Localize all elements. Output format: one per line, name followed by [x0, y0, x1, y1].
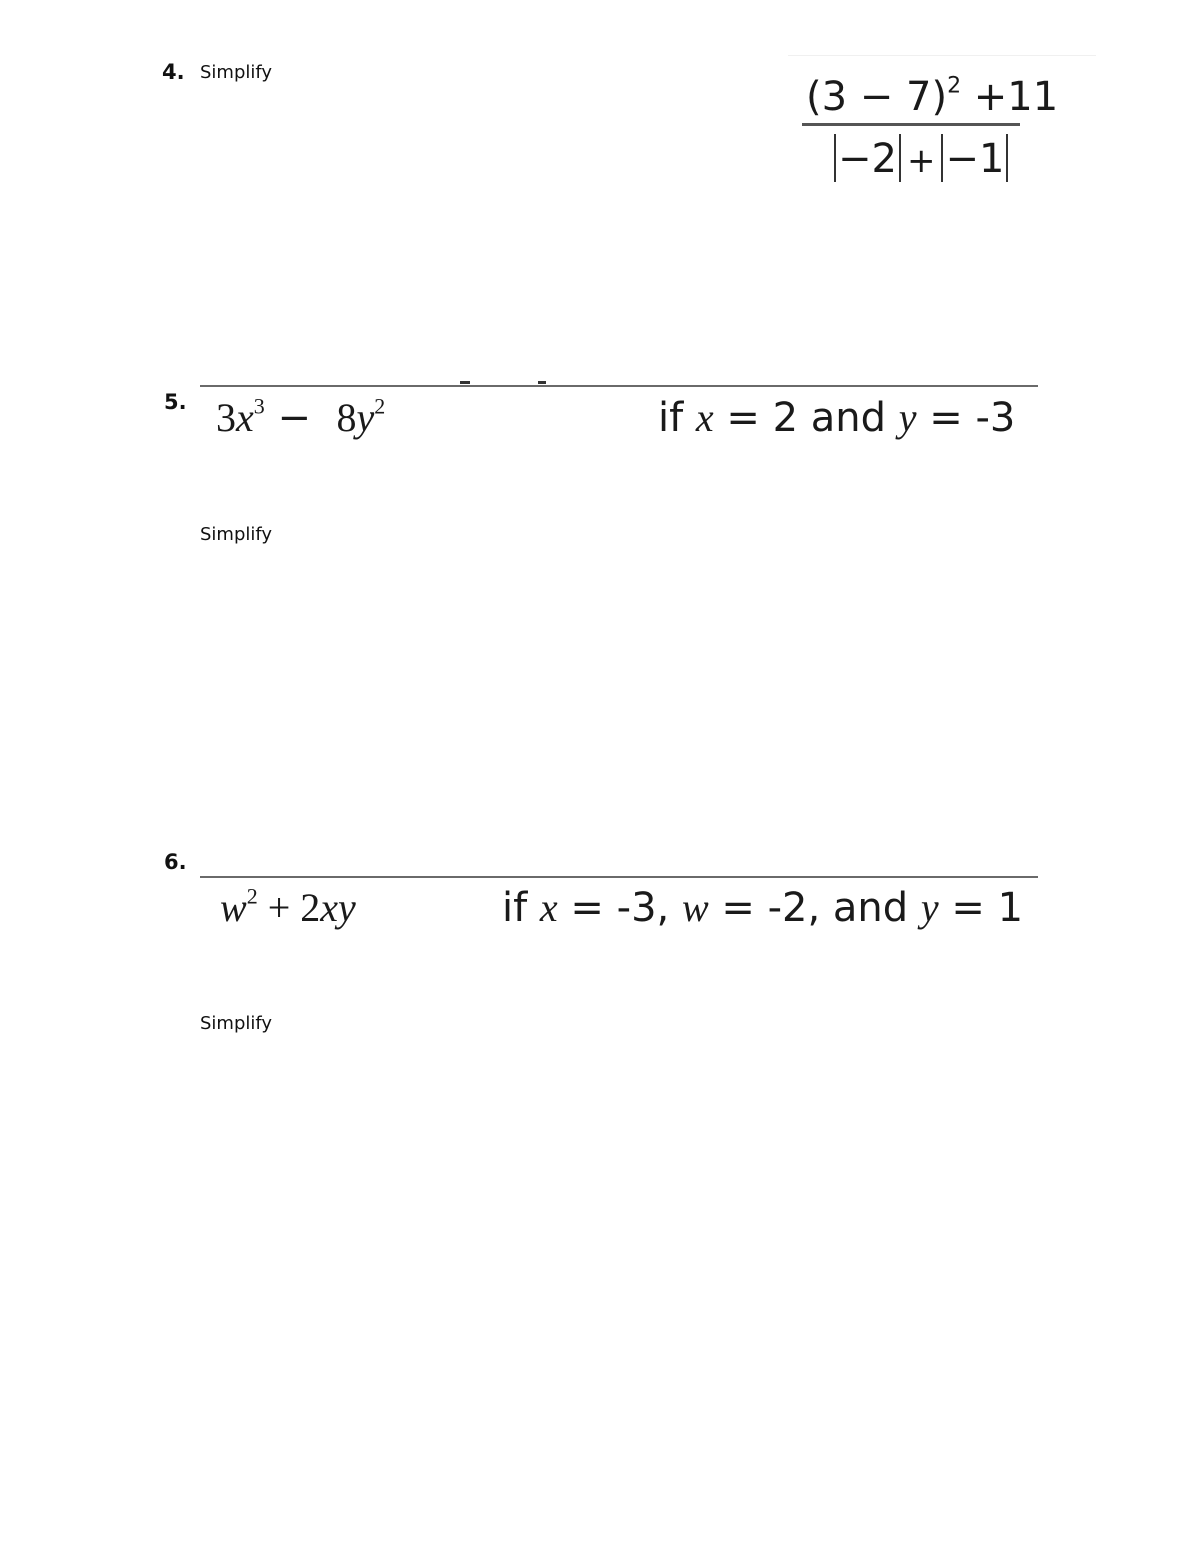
problem-5-instruction: Simplify — [200, 524, 273, 545]
problem-6-rule — [200, 876, 1038, 878]
fraction-denominator: −2 + −1 — [832, 134, 1010, 182]
problem-6-number: 6. — [164, 850, 187, 874]
rule-tick — [460, 381, 470, 384]
image-top-edge — [788, 55, 1096, 56]
problem-5-expression: $3x^3 - 8y^2$ — [216, 393, 386, 441]
problem-5-condition: if x = 2 and y = -3 — [658, 395, 1016, 441]
problem-5-number: 5. — [164, 390, 187, 414]
rule-tick — [538, 381, 546, 384]
fraction-bar — [802, 123, 1020, 126]
problem-4-number: 4. — [162, 60, 185, 84]
problem-6-condition: if x = -3, w = -2, and y = 1 — [502, 885, 1024, 931]
problem-6-expression: $w^2 + 2xy$ — [220, 883, 356, 930]
fraction-numerator: $(3 - 7)^2 +11$ — [806, 73, 1059, 120]
problem-5-rule — [200, 385, 1038, 387]
problem-6-instruction: Simplify — [200, 1013, 273, 1034]
problem-4-instruction: Simplify — [200, 62, 273, 83]
